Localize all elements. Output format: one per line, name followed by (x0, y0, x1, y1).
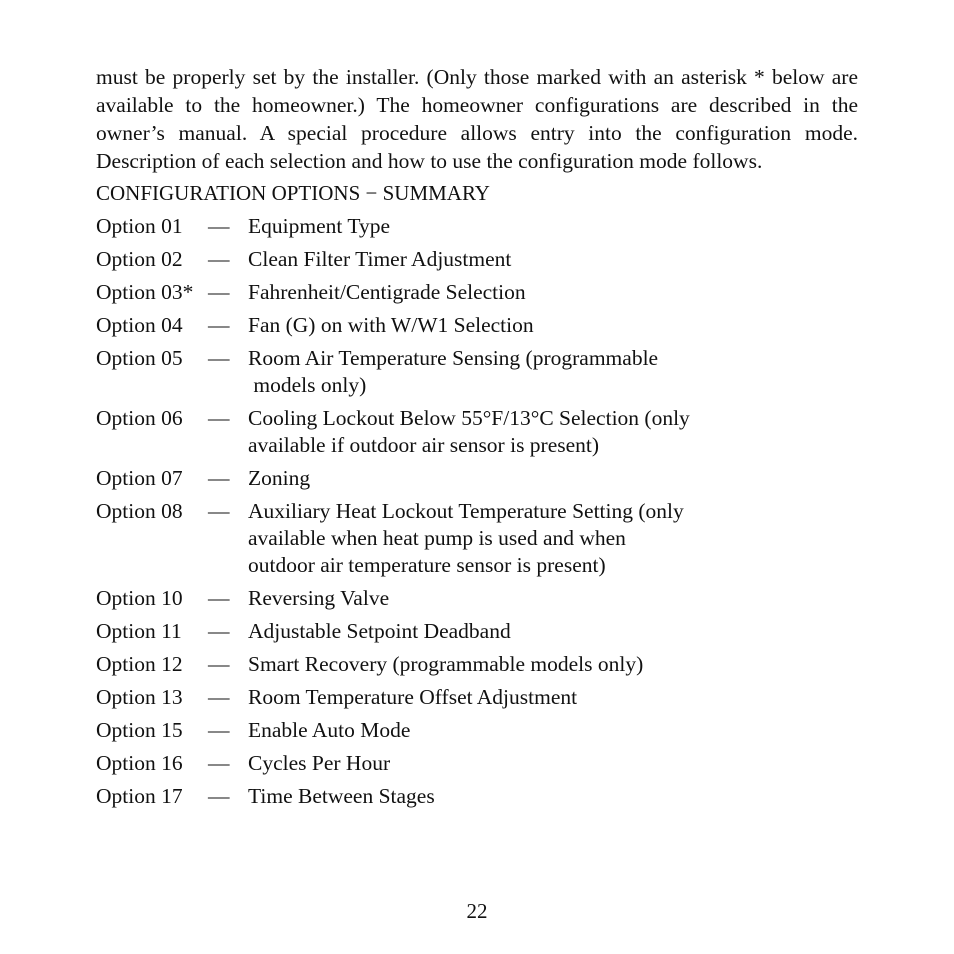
option-row (96, 684, 858, 711)
option-description-line: available if outdoor air sensor is present) (248, 433, 600, 457)
option-row (96, 405, 858, 459)
option-dash: — (208, 751, 230, 775)
option-description (248, 585, 389, 612)
option-description-line: Time Between Stages (248, 784, 435, 808)
option-dash: — (208, 214, 230, 238)
option-description-line: available when heat pump is used and when (248, 526, 626, 550)
option-number: Option 01 (96, 214, 183, 238)
option-dash: — (208, 466, 230, 490)
option-description-line: Clean Filter Timer Adjustment (248, 247, 512, 271)
option-dash: — (208, 406, 230, 430)
option-row (96, 498, 858, 579)
option-number: Option 10 (96, 586, 183, 610)
option-description-line: Equipment Type (248, 214, 391, 238)
option-dash: — (208, 586, 230, 610)
option-description-line: models only) (248, 373, 367, 397)
option-dash: — (208, 280, 230, 304)
option-description-line: Room Temperature Offset Adjustment (248, 685, 578, 709)
option-row (96, 618, 858, 645)
option-description-line: Fahrenheit/Centigrade Selection (248, 280, 526, 304)
option-number: Option 02 (96, 247, 183, 271)
option-row (96, 651, 858, 678)
option-row (96, 717, 858, 744)
intro-paragraph: must be properly set by the installer. (Only those marked with an asterisk * below are available to the homeowner.) The homeowner configurations are described in the owner’s manual. A special procedure allows entry into the configuration mode. Description of each selection and how to use the configuration mode follows. (96, 65, 858, 173)
option-row (96, 783, 858, 810)
option-description-line: Cycles Per Hour (248, 751, 391, 775)
option-description-line: Reversing Valve (248, 586, 390, 610)
option-description (248, 465, 310, 492)
option-number: Option 12 (96, 652, 183, 676)
option-dash: — (208, 499, 230, 523)
option-row (96, 345, 858, 399)
option-description (248, 498, 684, 579)
option-row (96, 312, 858, 339)
option-description (248, 618, 511, 645)
option-description-line: Fan (G) on with W/W1 Selection (248, 313, 534, 337)
option-description (248, 783, 435, 810)
option-number: Option 06 (96, 406, 183, 430)
option-description-line: Smart Recovery (programmable models only) (248, 652, 644, 676)
option-description-line: Adjustable Setpoint Deadband (248, 619, 511, 643)
option-number: Option 11 (96, 619, 182, 643)
option-description (248, 246, 511, 273)
option-number: Option 07 (96, 466, 183, 490)
document-page (96, 63, 858, 816)
option-number: Option 16 (96, 751, 183, 775)
option-row (96, 585, 858, 612)
option-row (96, 213, 858, 240)
summary-heading: CONFIGURATION OPTIONS − SUMMARY (96, 181, 490, 205)
option-description (248, 213, 390, 240)
option-description (248, 717, 410, 744)
option-dash: — (208, 346, 230, 370)
option-number: Option 17 (96, 784, 183, 808)
option-dash: — (208, 685, 230, 709)
option-description-line: Cooling Lockout Below 55°F/13°C Selection (only (248, 406, 690, 430)
option-description (248, 684, 577, 711)
option-number: Option 08 (96, 499, 183, 523)
option-row (96, 246, 858, 273)
option-number: Option 13 (96, 685, 183, 709)
option-description (248, 750, 390, 777)
option-description (248, 405, 690, 459)
option-dash: — (208, 718, 230, 742)
option-dash: — (208, 652, 230, 676)
option-number: Option 03* (96, 280, 194, 304)
options-list (96, 213, 858, 810)
option-row (96, 465, 858, 492)
option-row (96, 750, 858, 777)
option-dash: — (208, 247, 230, 271)
page-number: 22 (466, 899, 488, 923)
option-description (248, 312, 534, 339)
option-number: Option 04 (96, 313, 183, 337)
option-description (248, 651, 643, 678)
option-description (248, 279, 526, 306)
option-dash: — (208, 619, 230, 643)
option-dash: — (208, 313, 230, 337)
option-description-line: outdoor air temperature sensor is present) (248, 553, 606, 577)
option-description (248, 345, 658, 399)
option-number: Option 05 (96, 346, 183, 370)
option-description-line: Auxiliary Heat Lockout Temperature Setting (only (248, 499, 684, 523)
option-number: Option 15 (96, 718, 183, 742)
option-description-line: Enable Auto Mode (248, 718, 411, 742)
option-description-line: Room Air Temperature Sensing (programmable (248, 346, 659, 370)
option-description-line: Zoning (248, 466, 311, 490)
option-row (96, 279, 858, 306)
option-dash: — (208, 784, 230, 808)
